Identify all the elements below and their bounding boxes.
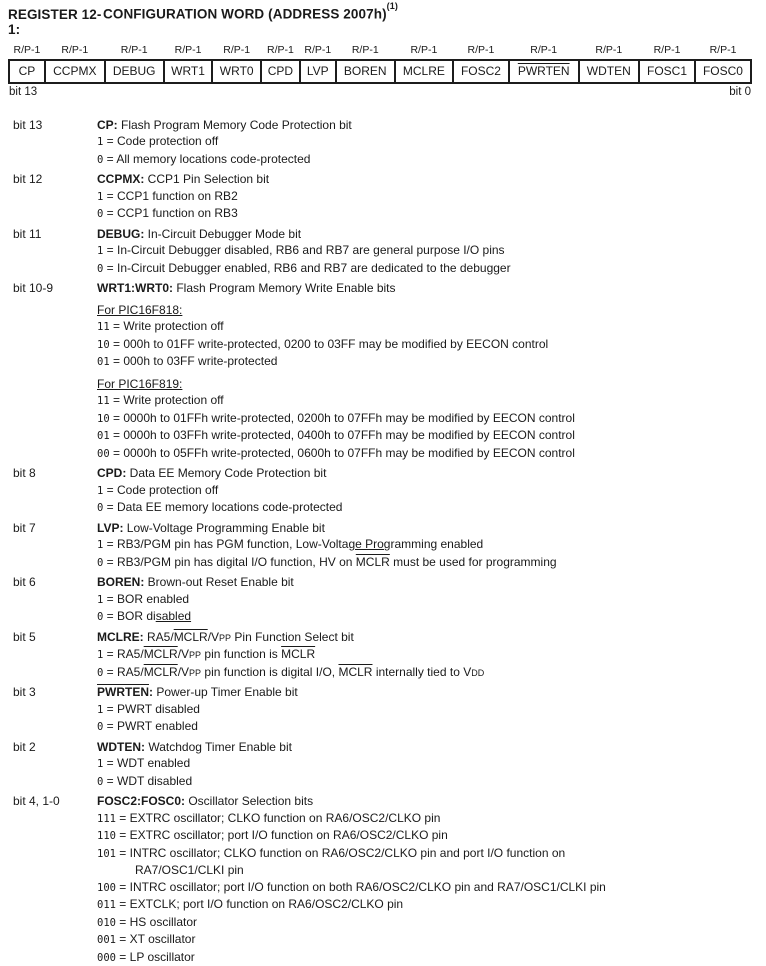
access-type-label: R/P-1 — [336, 44, 395, 60]
description-line: 000 = LP oscillator — [97, 949, 752, 966]
bit-cell-wrt1: WRT1 — [164, 60, 213, 83]
bit-cell-fosc2: FOSC2 — [453, 60, 509, 83]
bit-range-label: bit 10-9 — [8, 280, 97, 462]
bit-description-text — [97, 280, 752, 462]
access-type-label: R/P-1 — [212, 44, 261, 60]
description-line: 01 = 0000h to 03FFh write-protected, 0400h to 07FFh may be modified by EECON control — [97, 427, 752, 445]
description-line: 1 = In-Circuit Debugger disabled, RB6 and RB7 are general purpose I/O pins — [97, 242, 752, 260]
description-line: 10 = 0000h to 01FFh write-protected, 0200h to 07FFh may be modified by EECON control — [97, 410, 752, 428]
bit-section — [8, 793, 752, 966]
bit-description-text — [97, 629, 752, 682]
bit-range-label: bit 2 — [8, 739, 97, 791]
description-line: 1 = BOR enabled — [97, 591, 752, 609]
access-type-label: R/P-1 — [509, 44, 579, 60]
access-type-label: R/P-1 — [45, 44, 105, 60]
description-line: MCLRE: RA5/MCLR/VPP Pin Function Select bit — [97, 629, 752, 647]
description-line: 10 = 000h to 01FF write-protected, 0200 to 03FF may be modified by EECON control — [97, 336, 752, 354]
description-line: LVP: Low-Voltage Programming Enable bit — [97, 520, 752, 537]
bit-section — [8, 574, 752, 626]
bit-section — [8, 684, 752, 736]
description-line: 110 = EXTRC oscillator; port I/O function on RA6/OSC2/CLKO pin — [97, 827, 752, 845]
bit-cell-wrt0: WRT0 — [212, 60, 261, 83]
description-line: 0 = WDT disabled — [97, 773, 752, 791]
description-line: CCPMX: CCP1 Pin Selection bit — [97, 171, 752, 188]
bit-cell-mclre: MCLRE — [395, 60, 453, 83]
description-line: 11 = Write protection off — [97, 392, 752, 410]
bit-section — [8, 520, 752, 572]
bit-section — [8, 629, 752, 682]
description-line: 100 = INTRC oscillator; port I/O function on both RA6/OSC2/CLKO pin and RA7/OSC1/CLKI pin — [97, 879, 752, 897]
bit-description-text — [97, 574, 752, 626]
bit-range-label: bit 3 — [8, 684, 97, 736]
bit-cell-debug: DEBUG — [105, 60, 164, 83]
bit-range-label: bit 6 — [8, 574, 97, 626]
msb-label: bit 13 — [9, 86, 37, 98]
bit-cell-fosc1: FOSC1 — [639, 60, 695, 83]
description-line: 0 = RB3/PGM pin has digital I/O function, HV on MCLR must be used for programming — [97, 554, 752, 572]
description-line: 1 = RB3/PGM pin has PGM function, Low-Voltage Programming enabled — [97, 536, 752, 554]
description-line: WDTEN: Watchdog Timer Enable bit — [97, 739, 752, 756]
bit-cell-cp: CP — [9, 60, 45, 83]
bit-range-label: bit 5 — [8, 629, 97, 682]
description-line: 0 = CCP1 function on RB3 — [97, 205, 752, 223]
description-line: 0 = RA5/MCLR/VPP pin function is digital I/O, MCLR internally tied to VDD — [97, 664, 752, 682]
description-line: 0 = In-Circuit Debugger enabled, RB6 and RB7 are dedicated to the debugger — [97, 260, 752, 278]
register-name: CONFIGURATION WORD (ADDRESS 2007h)$^{(1)}$ — [103, 5, 398, 22]
description-line: For PIC16F819: — [97, 376, 752, 393]
bit-description-text — [97, 684, 752, 736]
bit-name-row — [9, 60, 751, 83]
access-type-label: R/P-1 — [579, 44, 640, 60]
bit-range-label: bit 12 — [8, 171, 97, 223]
register-bit-table — [8, 44, 752, 84]
description-line: 0 = All memory locations code-protected — [97, 151, 752, 169]
description-line: 0 = BOR disabled — [97, 608, 752, 626]
bit-description-text — [97, 117, 752, 169]
bit-section — [8, 117, 752, 169]
description-line: WRT1:WRT0: Flash Program Memory Write Enable bits — [97, 280, 752, 297]
bit-descriptions — [8, 117, 752, 966]
bit-section — [8, 739, 752, 791]
bit-range-row — [8, 84, 752, 98]
description-line: 1 = PWRT disabled — [97, 701, 752, 719]
description-line: 111 = EXTRC oscillator; CLKO function on RA6/OSC2/CLKO pin — [97, 810, 752, 828]
access-type-label: R/P-1 — [164, 44, 213, 60]
register-number-label: REGISTER 12-1: — [8, 7, 103, 37]
bit-cell-pwrten: PWRTEN — [509, 60, 579, 83]
access-type-label: R/P-1 — [395, 44, 453, 60]
bit-description-text — [97, 520, 752, 572]
description-line: PWRTEN: Power-up Timer Enable bit — [97, 684, 752, 701]
description-line: CP: Flash Program Memory Code Protection bit — [97, 117, 752, 134]
bit-section — [8, 171, 752, 223]
bit-description-text — [97, 465, 752, 517]
access-type-label: R/P-1 — [300, 44, 336, 60]
description-line: 1 = Code protection off — [97, 482, 752, 500]
description-line: BOREN: Brown-out Reset Enable bit — [97, 574, 752, 591]
description-line: 0 = PWRT enabled — [97, 718, 752, 736]
description-line: CPD: Data EE Memory Code Protection bit — [97, 465, 752, 482]
bit-range-label: bit 4, 1-0 — [8, 793, 97, 966]
bit-description-text — [97, 171, 752, 223]
access-type-label: R/P-1 — [105, 44, 164, 60]
bit-section — [8, 280, 752, 462]
bit-range-label: bit 8 — [8, 465, 97, 517]
access-type-label: R/P-1 — [695, 44, 751, 60]
description-line: 00 = 0000h to 05FFh write-protected, 0600h to 07FFh may be modified by EECON control — [97, 445, 752, 463]
description-line: RA7/OSC1/CLKI pin — [97, 862, 752, 879]
description-line: 11 = Write protection off — [97, 318, 752, 336]
bit-section — [8, 226, 752, 278]
bit-section — [8, 465, 752, 517]
register-title — [8, 5, 752, 37]
bit-cell-fosc0: FOSC0 — [695, 60, 751, 83]
bit-cell-wdten: WDTEN — [579, 60, 640, 83]
bit-description-text — [97, 739, 752, 791]
description-line: 01 = 000h to 03FF write-protected — [97, 353, 752, 371]
description-line: 101 = INTRC oscillator; CLKO function on RA6/OSC2/CLKO pin and port I/O function on — [97, 845, 752, 863]
lsb-label: bit 0 — [729, 86, 751, 98]
description-line: 1 = CCP1 function on RB2 — [97, 188, 752, 206]
bit-cell-cpd: CPD — [261, 60, 300, 83]
bit-range-label: bit 13 — [8, 117, 97, 169]
access-type-label: R/P-1 — [9, 44, 45, 60]
access-type-label: R/P-1 — [639, 44, 695, 60]
description-line: 1 = Code protection off — [97, 133, 752, 151]
description-line: 011 = EXTCLK; port I/O function on RA6/OSC2/CLKO pin — [97, 896, 752, 914]
access-type-label: R/P-1 — [261, 44, 300, 60]
bit-range-label: bit 11 — [8, 226, 97, 278]
bit-description-text — [97, 793, 752, 966]
description-line: DEBUG: In-Circuit Debugger Mode bit — [97, 226, 752, 243]
bit-cell-ccpmx: CCPMX — [45, 60, 105, 83]
access-row — [9, 44, 751, 60]
footnote-reference: (1) — [387, 1, 398, 11]
description-line: 010 = HS oscillator — [97, 914, 752, 932]
description-line: FOSC2:FOSC0: Oscillator Selection bits — [97, 793, 752, 810]
description-line: 1 = WDT enabled — [97, 755, 752, 773]
bit-range-label: bit 7 — [8, 520, 97, 572]
description-line: 1 = RA5/MCLR/VPP pin function is MCLR — [97, 646, 752, 664]
access-type-label: R/P-1 — [453, 44, 509, 60]
bit-cell-lvp: LVP — [300, 60, 336, 83]
description-line: For PIC16F818: — [97, 302, 752, 319]
description-line: 0 = Data EE memory locations code-protected — [97, 499, 752, 517]
description-line: 001 = XT oscillator — [97, 931, 752, 949]
bit-description-text — [97, 226, 752, 278]
bit-cell-boren: BOREN — [336, 60, 395, 83]
